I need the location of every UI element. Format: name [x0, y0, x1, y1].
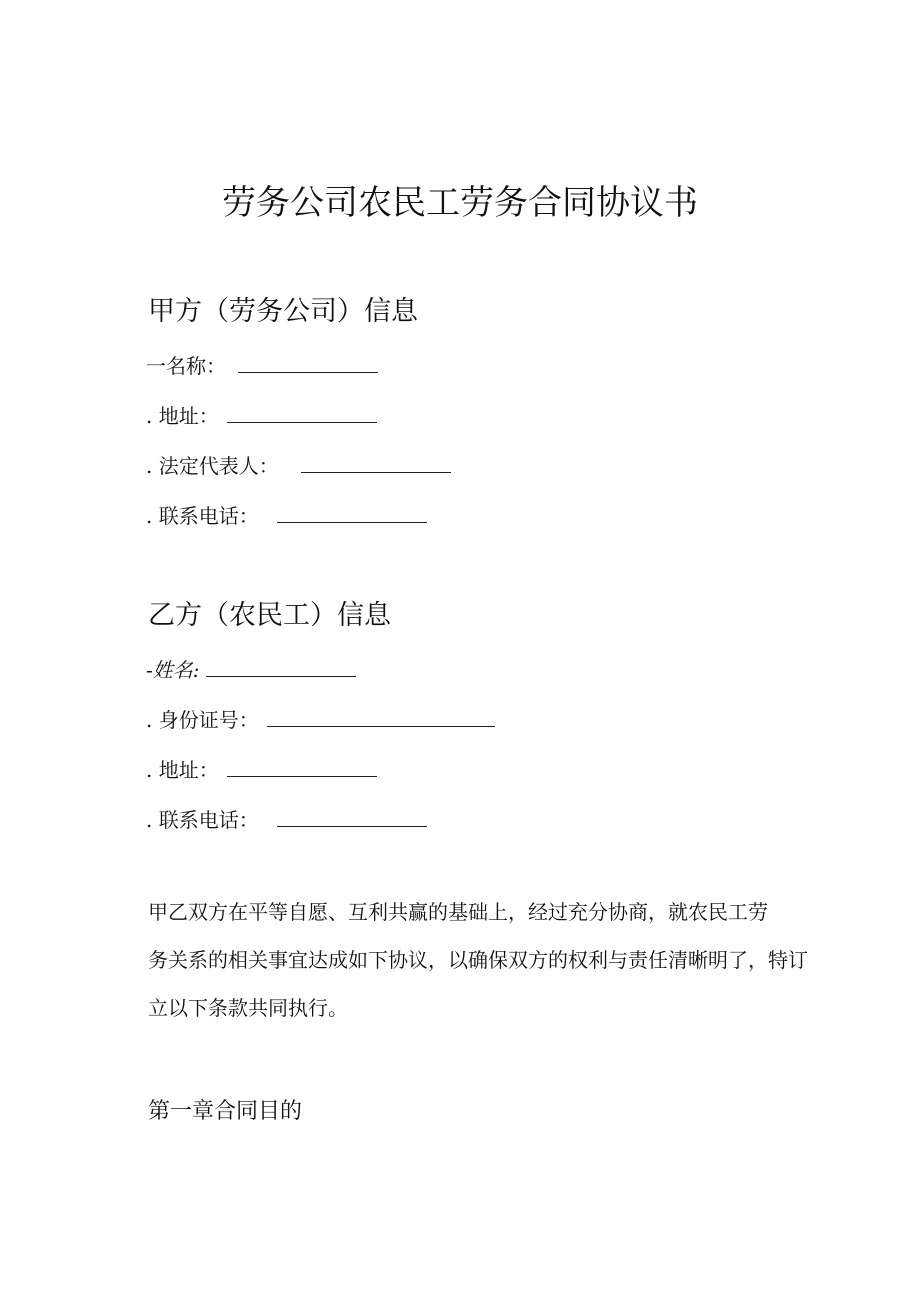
intro-paragraph — [148, 888, 828, 1032]
intro-paragraph-line: 务关系的相关事宜达成如下协议，以确保双方的权利与责任清晰明了，特订 — [148, 948, 808, 972]
party-a-address-label: . 地址： — [146, 404, 219, 428]
party-a-phone-label: . 联系电话： — [146, 504, 259, 528]
party-a-name-label: 一名称： — [146, 354, 226, 378]
party-a-name-blank — [238, 350, 378, 373]
party-b-name-label: -姓名: — [146, 658, 200, 682]
party-a-legal-rep-blank — [301, 450, 451, 473]
intro-paragraph-line: 甲乙双方在平等自愿、互利共赢的基础上，经过充分协商，就农民工劳 — [148, 900, 768, 924]
party-a-legal-rep-label: . 法定代表人： — [146, 454, 279, 478]
chapter-heading: 第一章合同目的 — [148, 1099, 303, 1124]
party-a-address-blank — [227, 400, 377, 423]
party-b-address-label: . 地址： — [146, 758, 219, 782]
party-b-name-blank — [206, 654, 356, 677]
party-a-phone-blank — [277, 500, 427, 523]
party-b-heading: 乙方（农民工）信息 — [148, 600, 391, 631]
party-b-address-field — [146, 754, 377, 785]
party-b-phone-field — [146, 804, 427, 835]
party-b-phone-label: . 联系电话： — [146, 808, 259, 832]
party-b-id-blank — [267, 704, 495, 727]
party-b-name-field — [146, 654, 356, 685]
party-a-phone-field — [146, 500, 427, 531]
party-a-heading: 甲方（劳务公司）信息 — [148, 296, 418, 327]
party-a-name-field — [146, 350, 378, 381]
party-b-phone-blank — [277, 804, 427, 827]
intro-paragraph-line: 立以下条款共同执行。 — [148, 996, 348, 1020]
party-a-legal-rep-field — [146, 450, 451, 481]
party-b-address-blank — [227, 754, 377, 777]
document-title: 劳务公司农民工劳务合同协议书 — [222, 183, 698, 223]
party-b-id-field — [146, 704, 495, 735]
party-a-address-field — [146, 400, 377, 431]
party-b-id-label: . 身份证号： — [146, 708, 259, 732]
